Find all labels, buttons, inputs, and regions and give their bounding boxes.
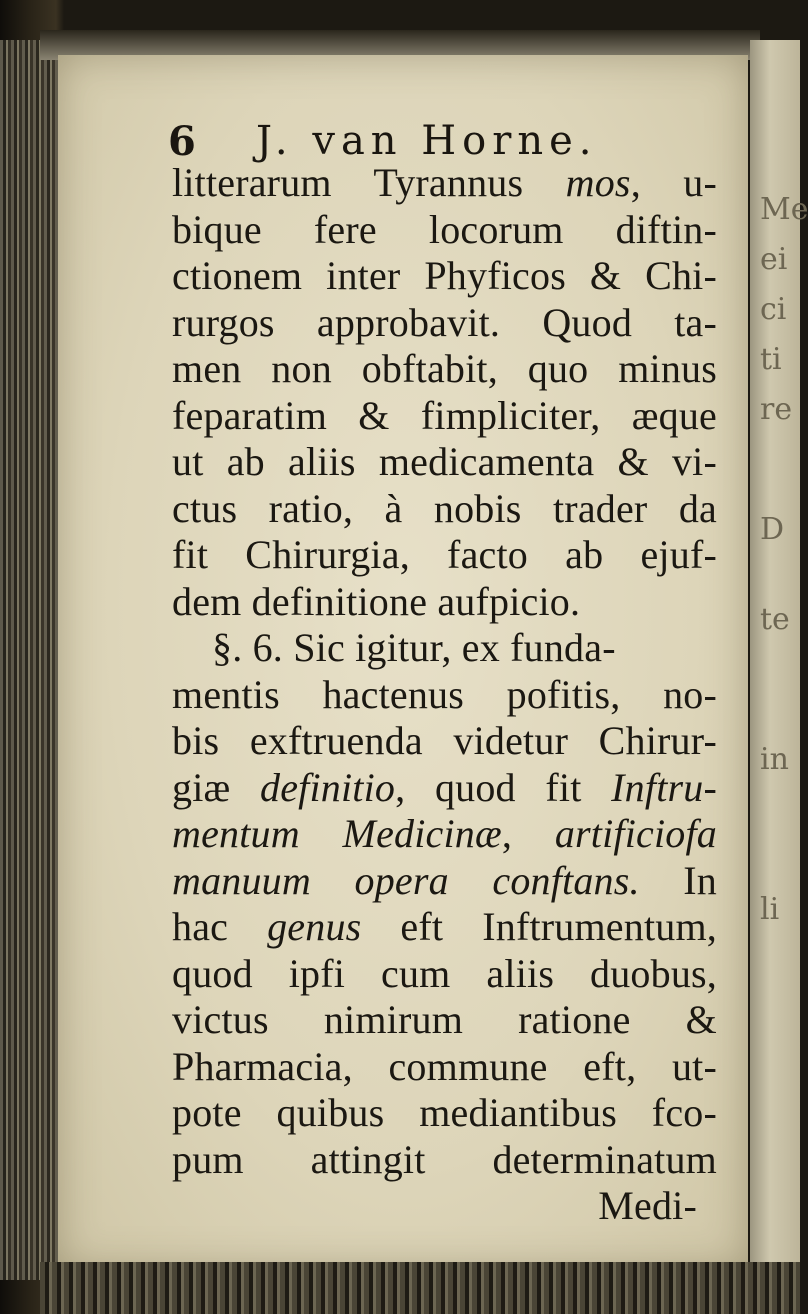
page-number: 6 — [168, 118, 196, 165]
text-line: feparatim & fimpliciter, æque — [172, 392, 717, 438]
book-edge-bottom — [40, 1262, 800, 1314]
text-line: pum attingit determinatum — [172, 1136, 717, 1182]
body-text — [172, 160, 717, 1230]
facing-page-ghost-text: ti — [760, 342, 782, 377]
facing-page-ghost-text: Me — [760, 192, 808, 227]
text-line: fit Chirurgia, facto ab ejuf- — [172, 532, 717, 577]
text-line: pote quibus mediantibus fco- — [172, 1090, 717, 1135]
facing-page-ghost-text: ei — [760, 242, 788, 277]
text-line: men non obftabit, quo minus — [172, 346, 717, 391]
text-line: manuum opera conftans. In — [172, 857, 717, 903]
text-line: ut ab aliis medicamenta & vi- — [172, 439, 717, 484]
facing-page-ghost-text: te — [760, 602, 790, 637]
text-line: rurgos approbavit. Quod ta- — [172, 299, 717, 345]
text-line: litterarum Tyrannus mos, u- — [172, 160, 718, 205]
text-line: mentum Medicinæ, artificiofa — [172, 811, 718, 856]
text-line: mentis hactenus pofitis, no- — [172, 671, 717, 717]
text-line: Pharmacia, commune eft, ut- — [172, 1043, 717, 1089]
facing-page-ghost-text: re — [760, 392, 793, 427]
text-line: dem definitione aufpicio. — [172, 578, 581, 624]
text-line: ctionem inter Phyficos & Chi- — [172, 253, 717, 298]
text-line: bis exftruenda videtur Chirur- — [172, 718, 717, 763]
text-line: quod ipfi cum aliis duobus, — [172, 950, 717, 996]
facing-page-ghost-text: in — [760, 742, 789, 777]
facing-page-ghost-text: li — [760, 892, 780, 927]
text-line: giæ definitio, quod fit Inftru- — [172, 764, 717, 810]
catchword: Medi- — [598, 1183, 697, 1228]
running-head: J. van Horne. — [256, 118, 598, 164]
facing-page-edge — [750, 40, 808, 1270]
text-line: ctus ratio, à nobis trader da — [172, 485, 717, 531]
text-line: hac genus eft Inftrumentum, — [172, 904, 717, 949]
text-line: victus nimirum ratione & — [172, 997, 717, 1042]
text-line: bique fere locorum diftin- — [172, 206, 717, 252]
facing-page-ghost-text: ci — [760, 292, 787, 327]
facing-page-ghost-text: D — [760, 512, 785, 547]
section-start-line: §. 6. Sic igitur, ex funda- — [212, 625, 616, 670]
